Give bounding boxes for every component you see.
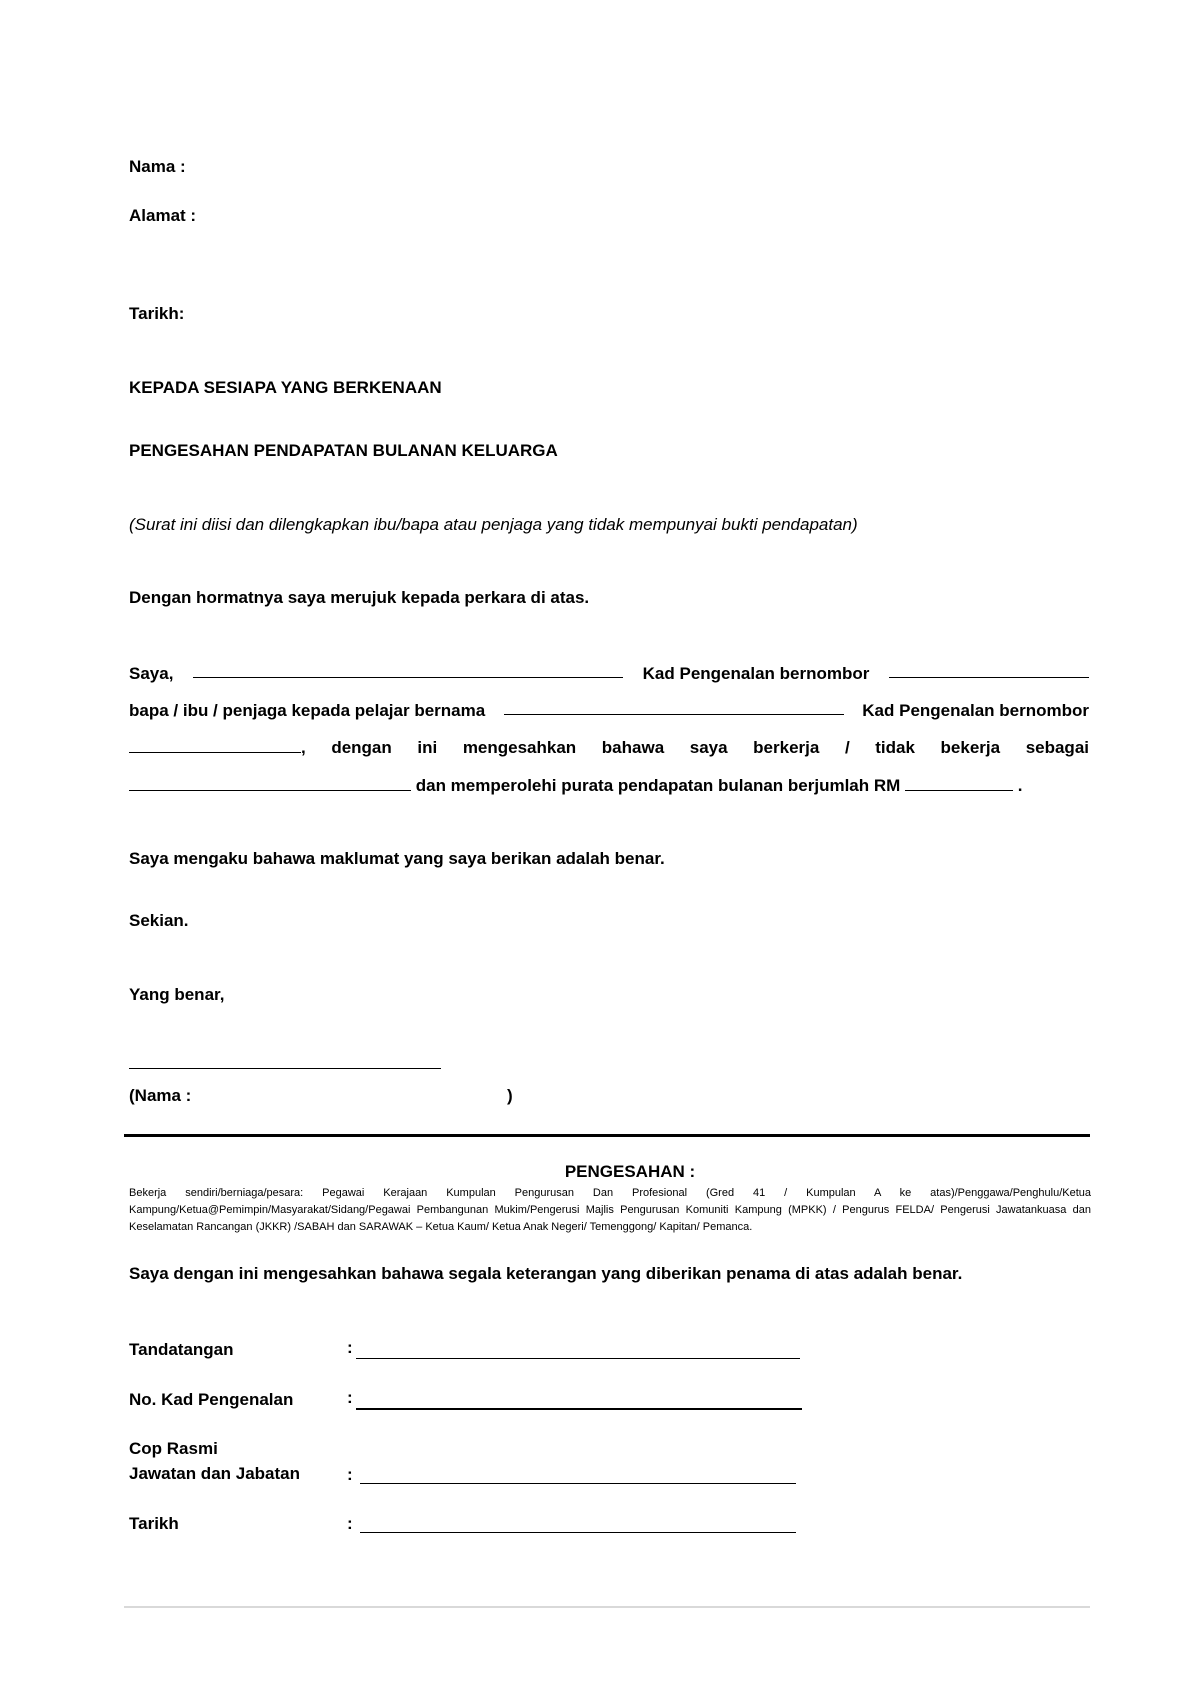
declaration-line: Saya mengaku bahawa maklumat yang saya berikan adalah benar. — [129, 849, 665, 868]
word-ini: ini — [417, 738, 438, 757]
closing-line: Sekian. — [129, 911, 189, 930]
verification-statement: Saya dengan ini mengesahkan bahawa segala keterangan yang diberikan penama di atas adalah benar. — [129, 1264, 963, 1283]
date-label: Tarikh: — [129, 304, 185, 323]
occupation-blank[interactable] — [129, 776, 411, 791]
verifier-signature-line[interactable] — [356, 1358, 800, 1359]
regards-line: Yang benar, — [129, 985, 225, 1004]
paragraph-line-4 — [129, 775, 1023, 797]
signer-name-open: (Nama : — [129, 1086, 192, 1105]
student-ic-blank[interactable] — [129, 738, 301, 753]
saya-text: Saya, — [129, 664, 174, 683]
position-label: Jawatan dan Jabatan — [129, 1464, 301, 1483]
verify-date-label: Tarikh — [129, 1514, 179, 1533]
date-colon: : — [347, 1514, 353, 1533]
word-tidak: tidak — [875, 738, 915, 757]
parent-name-blank[interactable] — [193, 663, 623, 678]
position-colon: : — [347, 1465, 353, 1484]
income-amount-blank[interactable] — [905, 776, 1013, 791]
word-saya: saya — [689, 738, 728, 757]
stamp-label: Cop Rasmi — [129, 1439, 218, 1458]
verifier-position-line[interactable] — [360, 1483, 796, 1484]
paragraph-line-2 — [129, 700, 1089, 722]
word-bahawa: bahawa — [601, 738, 665, 757]
opening-line: Dengan hormatnya saya merujuk kepada perkara di atas. — [129, 588, 590, 607]
ic-text-1: Kad Pengenalan bernombor — [642, 664, 870, 683]
word-sebagai: sebagai — [1025, 738, 1089, 757]
footer-rule — [124, 1606, 1090, 1608]
signature-colon: : — [347, 1338, 353, 1357]
word-dengan: dengan — [331, 738, 392, 757]
word-slash: / — [844, 738, 850, 757]
parent-of-text: bapa / ibu / penjaga kepada pelajar bernama — [129, 701, 486, 720]
word-bekerja: bekerja — [940, 738, 1001, 757]
verifier-ic-line[interactable] — [356, 1408, 802, 1410]
word-mengesahkan: mengesahkan — [462, 738, 577, 757]
signature-line[interactable] — [129, 1068, 441, 1069]
ic-label: No. Kad Pengenalan — [129, 1390, 294, 1409]
name-label: Nama : — [129, 157, 186, 176]
instruction-note: (Surat ini diisi dan dilengkapkan ibu/bapa atau penjaga yang tidak mempunyai bukti pendapatan) — [129, 515, 858, 534]
paragraph-line-3 — [129, 737, 1089, 759]
paragraph-line-1 — [129, 663, 1089, 685]
income-period: . — [1017, 776, 1023, 795]
address-label: Alamat : — [129, 206, 197, 225]
verifier-date-line[interactable] — [360, 1532, 796, 1533]
recipient-line: KEPADA SESIAPA YANG BERKENAAN — [129, 378, 442, 397]
student-name-blank[interactable] — [504, 700, 844, 715]
section-divider — [124, 1134, 1090, 1137]
signature-label: Tandatangan — [129, 1340, 234, 1359]
eligible-verifiers: Bekerja sendiri/berniaga/pesara: Pegawai Kerajaan Kumpulan Pengurusan Dan Profesional (Gred 41 / Kumpulan A ke atas)/Penggawa/Penghulu/Ketua Kampung/Ketua@Pemimpin/Masyarakat/Sidang/Pegawai Pembangunan Mukim/Pengerusi Majlis Pengurusan Komuniti Kampung (MPKK) / Pengurus FELDA/ Pengerusi Jawatankuasa dan Keselamatan Rancangan (JKKR) /SABAH dan SARAWAK – Ketua Kaum/ Ketua Anak Negeri/ Temenggong/ Kapitan/ Pemanca. — [129, 1187, 1091, 1233]
line3-start: , — [129, 737, 306, 759]
ic-text-2: Kad Pengenalan bernombor — [862, 701, 1089, 720]
verification-title: PENGESAHAN : — [564, 1162, 696, 1181]
income-text: dan memperolehi purata pendapatan bulanan berjumlah RM — [415, 776, 901, 795]
parent-ic-blank[interactable] — [889, 663, 1089, 678]
ic-colon: : — [347, 1388, 353, 1407]
word-berkerja: berkerja — [753, 738, 820, 757]
subject-line: PENGESAHAN PENDAPATAN BULANAN KELUARGA — [129, 441, 558, 460]
signer-name-close: ) — [507, 1086, 513, 1105]
